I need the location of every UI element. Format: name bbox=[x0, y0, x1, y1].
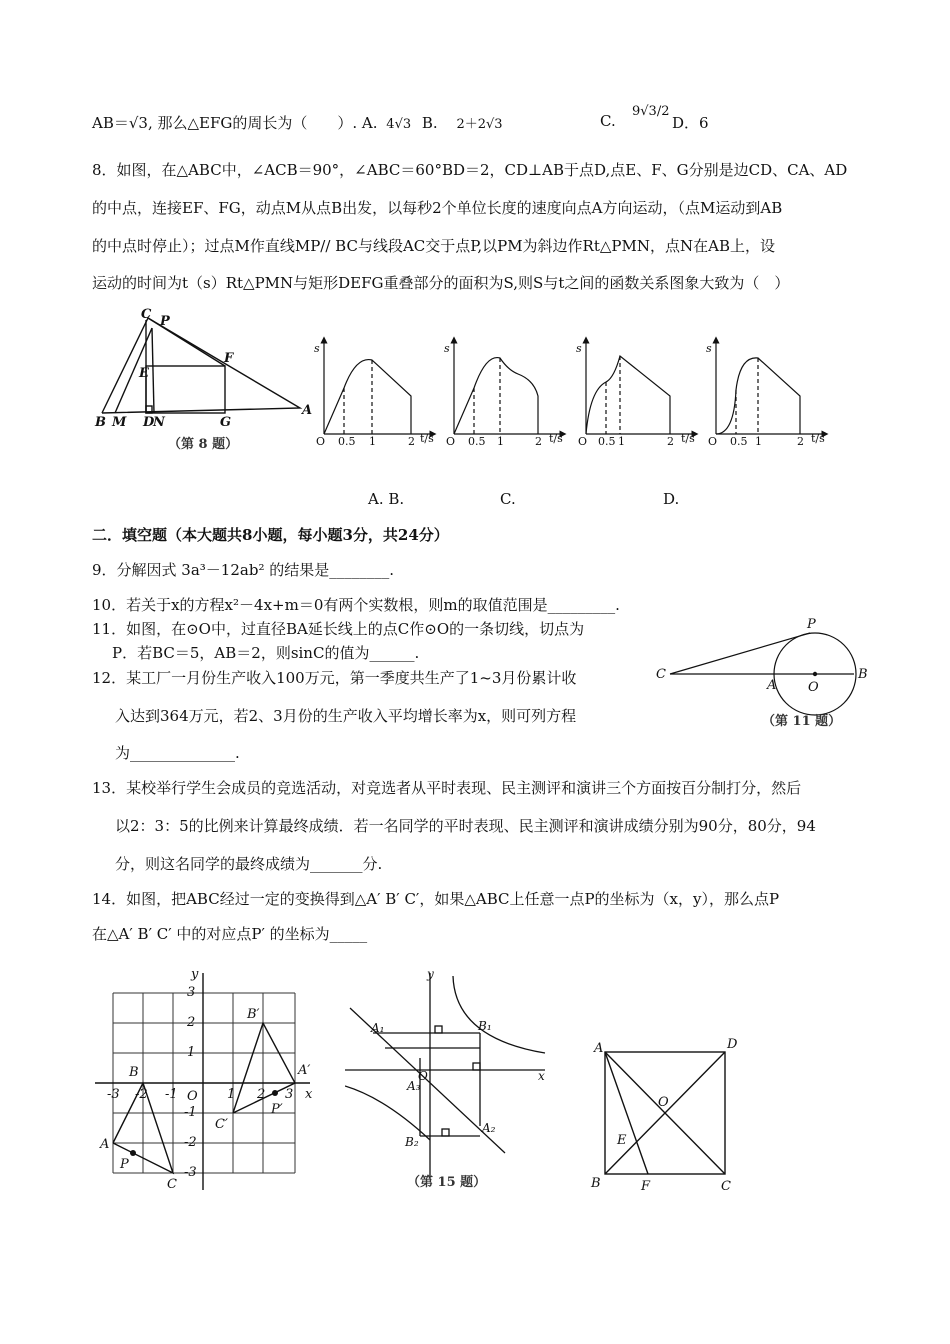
label-P: P bbox=[160, 314, 170, 329]
label-G: G bbox=[220, 415, 232, 430]
q13-line1: 13．某校举行学生会成员的竞选活动，对竞选者从平时表现、民主测评和演讲三个方面按百分制打分，然后 bbox=[92, 779, 802, 797]
sq-label-A: A bbox=[594, 1041, 604, 1056]
label-B: B bbox=[95, 415, 106, 430]
section-2-title: 二．填空题（本大题共8小题，每小题3分，共24分） bbox=[92, 526, 449, 544]
sq-label-F: F bbox=[641, 1179, 651, 1194]
fig14-tick-m2: -2 bbox=[184, 1135, 197, 1150]
graph-a-s-label: s bbox=[314, 342, 320, 355]
graph-b-t1: 1 bbox=[497, 435, 504, 448]
sq-label-O: O bbox=[658, 1095, 669, 1110]
q11-line2: P．若BC＝5，AB＝2，则sinC的值为______. bbox=[112, 644, 420, 662]
fig14-tick-x3: 3 bbox=[285, 1087, 294, 1102]
fig14-tick-xm1: -1 bbox=[165, 1087, 178, 1102]
rect-defg bbox=[146, 366, 225, 413]
q8-line1: 8．如图，在△ABC中，∠ACB＝90°，∠ABC＝60°BD＝2，CD⊥AB于点D,点E、F、G分别是边CD、CA、AD bbox=[92, 161, 848, 179]
sq-label-E: E bbox=[617, 1133, 627, 1148]
q8-options-ab: A. B. bbox=[368, 490, 405, 508]
q8-line4: 运动的时间为t（s）Rt△PMN与矩形DEFG重叠部分的面积为S,则S与t之间的函数关系图象大致为（ ） bbox=[92, 274, 790, 292]
graph-b-s-label: s bbox=[444, 342, 450, 355]
graph-b bbox=[454, 340, 563, 434]
q7-option-c-label: C. bbox=[600, 112, 616, 130]
q8-line2: 的中点，连接EF、FG，动点M从点B出发，以每秒2个单位长度的速度向点A方向运动，（点M运动到AB bbox=[92, 199, 783, 217]
graph-c-ts: t/s bbox=[681, 432, 695, 445]
q11-label-B: B bbox=[858, 667, 868, 682]
graph-a-t2: 2 bbox=[408, 435, 415, 448]
graph-b-o: O bbox=[446, 435, 456, 448]
fig14-label-B: B bbox=[129, 1065, 139, 1080]
graph-b-t05: 0.5 bbox=[468, 435, 486, 448]
q7-text: AB＝√3, 那么△EFG的周长为（ ）. A. bbox=[92, 114, 378, 132]
square-figure bbox=[585, 1035, 745, 1195]
graph-c bbox=[586, 340, 695, 434]
hyperbola-branch-2 bbox=[345, 1086, 430, 1140]
segment-af bbox=[605, 1052, 648, 1174]
graph-d-s-label: s bbox=[706, 342, 712, 355]
fig14-tick-m3: -3 bbox=[184, 1165, 197, 1180]
fig15-caption: （第 15 题） bbox=[407, 1175, 487, 1190]
fig14-origin: O bbox=[187, 1089, 198, 1104]
fig15-label-A2: A₂ bbox=[482, 1121, 496, 1135]
fig14-tick-x2: 2 bbox=[257, 1087, 266, 1102]
fig14-label-C: C bbox=[167, 1177, 177, 1192]
label-A: A bbox=[302, 403, 313, 418]
hyperbola-branch-1 bbox=[453, 976, 545, 1053]
fig14-label-y: y bbox=[191, 968, 199, 982]
graph-a bbox=[324, 340, 433, 434]
fig14-tick-xm3: -3 bbox=[107, 1087, 120, 1102]
q11-circle-figure bbox=[650, 612, 870, 732]
fig15-label-A3: A₃ bbox=[407, 1079, 421, 1093]
label-E: E bbox=[139, 366, 149, 381]
graph-b-t2: 2 bbox=[535, 435, 542, 448]
graph-c-t05: 0.5 bbox=[598, 435, 616, 448]
graph-d-t05: 0.5 bbox=[730, 435, 748, 448]
q11-label-A: A bbox=[767, 678, 777, 693]
label-M: M bbox=[112, 415, 127, 430]
graph-a-ts: t/s bbox=[420, 432, 434, 445]
fig14-tick-1: 1 bbox=[187, 1045, 196, 1060]
q11-label-C: C bbox=[656, 667, 666, 682]
q8-answer-graphs bbox=[308, 330, 848, 450]
fig15-label-B2: B₂ bbox=[405, 1135, 419, 1149]
graph-c-s-label: s bbox=[576, 342, 582, 355]
graph-d-o: O bbox=[708, 435, 718, 448]
q8-line3: 的中点时停止）；过点M作直线MP// BC与线段AC交于点P,以PM为斜边作Rt△PMN，点N在AB上，设 bbox=[92, 237, 775, 255]
sq-label-C: C bbox=[721, 1179, 731, 1194]
graph-c-t1: 1 bbox=[618, 435, 625, 448]
label-N: N bbox=[153, 415, 165, 430]
q8-option-c: C. bbox=[500, 490, 516, 508]
q15-hyperbola-figure bbox=[345, 968, 555, 1193]
q7-option-d: D．6 bbox=[672, 114, 709, 132]
sq-label-B: B bbox=[591, 1176, 601, 1191]
q8-triangle-figure bbox=[90, 308, 315, 458]
segment-pn bbox=[152, 328, 154, 413]
graph-d-t2: 2 bbox=[797, 435, 804, 448]
fig14-label-Cp: C′ bbox=[215, 1117, 228, 1132]
fig15-label-o: O bbox=[418, 1069, 428, 1083]
q7-tail bbox=[92, 112, 503, 136]
q8-fig-caption: （第 8 题） bbox=[168, 437, 239, 452]
q11-caption: （第 11 题） bbox=[762, 714, 842, 729]
q12-line2: 入达到364万元，若2、3月份的生产收入平均增长率为x，则可列方程 bbox=[115, 707, 577, 725]
fig15-label-A1: A₁ bbox=[371, 1021, 385, 1035]
q9: 9．分解因式 3a³－12ab² 的结果是________. bbox=[92, 561, 394, 579]
q13-line3: 分，则这名同学的最终成绩为_______分. bbox=[115, 855, 383, 873]
q12-line3: 为______________. bbox=[115, 744, 240, 762]
q14-grid-figure bbox=[95, 968, 325, 1198]
fig14-tick-xm2: -2 bbox=[135, 1087, 148, 1102]
q10: 10．若关于x的方程x²－4x+m＝0有两个实数根，则m的取值范围是_________. bbox=[92, 596, 620, 614]
q11-label-O: O bbox=[808, 680, 819, 695]
graph-d bbox=[716, 340, 825, 434]
label-D: D bbox=[143, 415, 155, 430]
q7-option-a: 4√3 bbox=[386, 117, 412, 132]
q14-line1: 14．如图，把ABC经过一定的变换得到△A′ B′ C′，如果△ABC上任意一点P的坐标为（x，y），那么点P bbox=[92, 890, 780, 908]
q8-option-d: D. bbox=[663, 490, 680, 508]
fig15-label-x: x bbox=[538, 1069, 545, 1083]
q7-option-c: 9√3/2 bbox=[632, 104, 670, 119]
sq-label-D: D bbox=[727, 1037, 738, 1052]
q7-option-b: 2＋2√3 bbox=[456, 117, 503, 132]
graph-d-ts: t/s bbox=[811, 432, 825, 445]
fig14-tick-3: 3 bbox=[187, 985, 196, 1000]
graph-c-t2: 2 bbox=[667, 435, 674, 448]
q7-option-b-label: B. bbox=[421, 114, 438, 132]
graph-d-t1: 1 bbox=[755, 435, 762, 448]
q11-line1: 11．如图，在⊙O中，过直径BA延长线上的点C作⊙O的一条切线，切点为 bbox=[92, 620, 585, 638]
fig14-label-P: P bbox=[120, 1157, 129, 1172]
fig14-label-Bp: B′ bbox=[247, 1007, 260, 1022]
graph-a-t05: 0.5 bbox=[338, 435, 356, 448]
graph-a-o: O bbox=[316, 435, 326, 448]
label-F: F bbox=[224, 351, 234, 366]
fig14-label-Ap: A′ bbox=[298, 1063, 311, 1078]
graph-b-ts: t/s bbox=[549, 432, 563, 445]
fig14-tick-m1: -1 bbox=[184, 1105, 197, 1120]
fig14-label-Pp: P′ bbox=[271, 1102, 283, 1117]
graph-c-o: O bbox=[578, 435, 588, 448]
fig14-tick-2: 2 bbox=[187, 1015, 196, 1030]
fig14-label-A: A bbox=[100, 1137, 110, 1152]
q11-label-P: P bbox=[807, 617, 816, 632]
graph-a-t1: 1 bbox=[369, 435, 376, 448]
fig15-label-B1: B₁ bbox=[478, 1019, 492, 1033]
label-C: C bbox=[141, 308, 152, 322]
fig14-label-x: x bbox=[305, 1087, 313, 1102]
q13-line2: 以2：3：5的比例来计算最终成绩．若一名同学的平时表现、民主测评和演讲成绩分别为90分，80分，94 bbox=[115, 817, 816, 835]
q12-line1: 12．某工厂一月份生产收入100万元，第一季度共生产了1~3月份累计收 bbox=[92, 669, 577, 687]
q14-line2: 在△A′ B′ C′ 中的对应点P′ 的坐标为_____ bbox=[92, 925, 368, 943]
fig15-label-y: y bbox=[427, 968, 434, 981]
fig14-tick-x1: 1 bbox=[227, 1087, 236, 1102]
